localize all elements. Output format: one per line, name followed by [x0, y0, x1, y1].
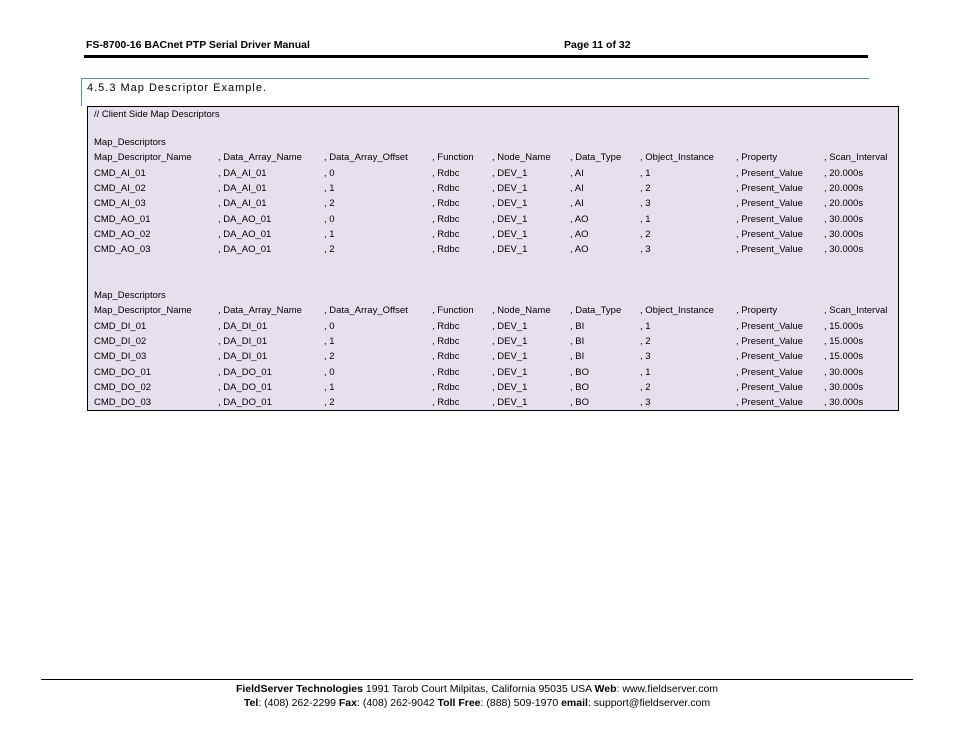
descriptor-row [94, 168, 894, 182]
code-cell: , AO [570, 244, 589, 256]
code-cell: , DA_AO_01 [218, 244, 272, 256]
code-cell: , Present_Value [736, 244, 803, 256]
code-cell: , 2 [640, 182, 651, 194]
code-cell: , 3 [640, 351, 651, 363]
code-cell: , 1 [324, 335, 335, 347]
code-cell: , DA_AI_01 [218, 182, 267, 194]
code-cell: , AI [570, 182, 584, 194]
code-cell: , 3 [640, 244, 651, 256]
descriptor-row [94, 397, 894, 411]
code-cell: , Rdbc [432, 182, 460, 194]
code-cell: CMD_AI_01 [94, 167, 146, 179]
code-cell: Map_Descriptor_Name [94, 152, 192, 164]
code-cell: , Present_Value [736, 351, 803, 363]
code-cell: , DA_AO_01 [218, 213, 272, 225]
code-cell: CMD_DO_01 [94, 366, 152, 378]
header-row [94, 152, 894, 166]
code-cell: , DA_DO_01 [218, 397, 272, 409]
code-cell: , 1 [640, 167, 651, 179]
page-header [86, 39, 868, 55]
code-cell: , 30.000s [824, 213, 864, 225]
code-cell: , AI [570, 198, 584, 210]
code-cell: , Rdbc [432, 198, 460, 210]
code-cell: , Data_Type [570, 305, 622, 317]
footer-email: : support@fieldserver.com [587, 697, 711, 709]
code-cell: , DEV_1 [492, 244, 528, 256]
code-cell: , 2 [324, 351, 335, 363]
footer-line-1 [0, 683, 954, 695]
code-cell: Map_Descriptor_Name [94, 305, 192, 317]
descriptor-row [94, 198, 894, 212]
code-cell: , DA_DO_01 [218, 381, 272, 393]
code-cell: , 20.000s [824, 182, 864, 194]
code-cell: , DA_AO_01 [218, 228, 272, 240]
code-cell: , Object_Instance [640, 305, 714, 317]
code-cell: , DEV_1 [492, 397, 528, 409]
code-cell: , Node_Name [492, 152, 551, 164]
code-cell: , Property [736, 152, 778, 164]
code-cell: CMD_AI_02 [94, 182, 146, 194]
code-cell: , 30.000s [824, 381, 864, 393]
code-cell: , Present_Value [736, 182, 803, 194]
code-cell: , 30.000s [824, 397, 864, 409]
code-cell: , 15.000s [824, 320, 864, 332]
code-cell: , 0 [324, 167, 335, 179]
footer-fax: : (408) 262-9042 [356, 697, 438, 709]
code-cell: , Rdbc [432, 213, 460, 225]
code-cell: , DEV_1 [492, 335, 528, 347]
code-cell: , 2 [324, 198, 335, 210]
code-cell: , DA_DO_01 [218, 366, 272, 378]
footer-email-label: email [561, 697, 588, 709]
code-cell: , DEV_1 [492, 182, 528, 194]
header-row [94, 305, 894, 319]
code-cell: CMD_DO_03 [94, 397, 152, 409]
code-cell: , 0 [324, 213, 335, 225]
code-cell: , 30.000s [824, 366, 864, 378]
code-cell: , Function [432, 152, 474, 164]
code-cell: CMD_AO_03 [94, 244, 151, 256]
code-cell: CMD_DI_03 [94, 351, 147, 363]
code-cell: , AO [570, 213, 589, 225]
code-cell: , BO [570, 366, 590, 378]
code-cell: , BI [570, 335, 585, 347]
code-cell: CMD_DI_01 [94, 320, 147, 332]
code-cell: , Data_Array_Name [218, 152, 302, 164]
code-cell: , 1 [324, 182, 335, 194]
code-cell: , 30.000s [824, 244, 864, 256]
code-cell: , DEV_1 [492, 228, 528, 240]
code-cell: , Data_Type [570, 152, 622, 164]
descriptor-row [94, 351, 894, 365]
footer-tel: : (408) 262-2299 [258, 697, 339, 709]
code-cell: , Property [736, 305, 778, 317]
footer-tollfree: : (888) 509-1970 [480, 697, 562, 709]
code-cell: , 0 [324, 366, 335, 378]
code-cell: , 20.000s [824, 167, 864, 179]
code-cell: , 1 [324, 228, 335, 240]
code-cell: , 2 [324, 244, 335, 256]
code-cell: , 15.000s [824, 351, 864, 363]
code-cell: , DEV_1 [492, 213, 528, 225]
code-cell: , Rdbc [432, 228, 460, 240]
code-cell: , Scan_Interval [824, 152, 888, 164]
header-divider [84, 55, 868, 58]
code-cell: , Rdbc [432, 351, 460, 363]
code-cell: , Data_Array_Offset [324, 152, 408, 164]
code-cell: , Present_Value [736, 366, 803, 378]
code-cell: , DEV_1 [492, 167, 528, 179]
descriptor-row [94, 214, 894, 228]
code-cell: , 2 [640, 228, 651, 240]
code-cell: , DEV_1 [492, 320, 528, 332]
code-cell: , Present_Value [736, 335, 803, 347]
code-cell: , Present_Value [736, 381, 803, 393]
block-label: Map_Descriptors [94, 290, 166, 301]
code-cell: , Object_Instance [640, 152, 714, 164]
footer-company: FieldServer Technologies [235, 683, 363, 695]
code-cell: , 1 [324, 381, 335, 393]
code-cell: , Present_Value [736, 320, 803, 332]
code-cell: , BO [570, 397, 590, 409]
code-cell: , DEV_1 [492, 366, 528, 378]
code-cell: , Present_Value [736, 397, 803, 409]
code-cell: , DEV_1 [492, 198, 528, 210]
code-cell: , 1 [640, 366, 651, 378]
footer-divider [41, 679, 913, 680]
code-cell: , Present_Value [736, 167, 803, 179]
footer-web: : www.fieldserver.com [616, 683, 719, 695]
config-code-block [87, 106, 899, 411]
code-cell: , 3 [640, 198, 651, 210]
code-cell: , 15.000s [824, 335, 864, 347]
code-cell: , Scan_Interval [824, 305, 888, 317]
code-cell: , 20.000s [824, 198, 864, 210]
code-cell: , 2 [324, 397, 335, 409]
code-cell: , BI [570, 320, 585, 332]
code-cell: CMD_DI_02 [94, 335, 147, 347]
code-cell: , Node_Name [492, 305, 551, 317]
code-comment: // Client Side Map Descriptors [94, 109, 220, 120]
footer-tel-label: Tel [243, 697, 259, 709]
descriptor-row [94, 321, 894, 335]
block-label: Map_Descriptors [94, 137, 166, 148]
descriptor-row [94, 382, 894, 396]
code-cell: CMD_DO_02 [94, 381, 152, 393]
code-cell: CMD_AO_02 [94, 228, 151, 240]
code-cell: , Present_Value [736, 228, 803, 240]
descriptor-row [94, 229, 894, 243]
page-number: Page 11 of 32 [564, 39, 631, 51]
code-cell: , 1 [640, 320, 651, 332]
footer-line-2 [0, 697, 954, 709]
descriptor-row [94, 367, 894, 381]
code-cell: , Function [432, 305, 474, 317]
code-cell: CMD_AO_01 [94, 213, 151, 225]
code-cell: , AI [570, 167, 584, 179]
code-cell: , DEV_1 [492, 381, 528, 393]
section-heading: 4.5.3 Map Descriptor Example. [87, 82, 268, 94]
descriptor-row [94, 183, 894, 197]
code-cell: , 0 [324, 320, 335, 332]
code-cell: , Rdbc [432, 335, 460, 347]
footer-tollfree-label: Toll Free [437, 697, 481, 709]
code-cell: , Rdbc [432, 381, 460, 393]
code-cell: , Rdbc [432, 397, 460, 409]
code-cell: , BI [570, 351, 585, 363]
code-cell: , Data_Array_Offset [324, 305, 408, 317]
descriptor-row [94, 336, 894, 350]
code-cell: , Rdbc [432, 244, 460, 256]
code-cell: , 3 [640, 397, 651, 409]
code-cell: , 2 [640, 335, 651, 347]
code-cell: , Rdbc [432, 366, 460, 378]
code-cell: , 2 [640, 381, 651, 393]
code-cell: , Present_Value [736, 213, 803, 225]
descriptor-row [94, 244, 894, 258]
footer-fax-label: Fax [338, 697, 357, 709]
footer-web-label: Web [594, 683, 617, 695]
code-cell: , DA_AI_01 [218, 198, 267, 210]
code-cell: , 30.000s [824, 228, 864, 240]
code-cell: , AO [570, 228, 589, 240]
code-cell: , DA_DI_01 [218, 320, 268, 332]
footer-address: 1991 Tarob Court Milpitas, California 95035 USA [362, 683, 595, 695]
code-cell: , DA_DI_01 [218, 335, 268, 347]
code-cell: , DEV_1 [492, 351, 528, 363]
code-cell: , Rdbc [432, 320, 460, 332]
section-marker [81, 78, 82, 106]
code-cell: , 1 [640, 213, 651, 225]
section-rule [81, 78, 869, 79]
code-cell: , DA_DI_01 [218, 351, 268, 363]
code-cell: , Present_Value [736, 198, 803, 210]
code-cell: , Rdbc [432, 167, 460, 179]
code-cell: , BO [570, 381, 590, 393]
manual-title: FS-8700-16 BACnet PTP Serial Driver Manual [86, 39, 310, 51]
code-cell: CMD_AI_03 [94, 198, 146, 210]
code-cell: , Data_Array_Name [218, 305, 302, 317]
code-cell: , DA_AI_01 [218, 167, 267, 179]
